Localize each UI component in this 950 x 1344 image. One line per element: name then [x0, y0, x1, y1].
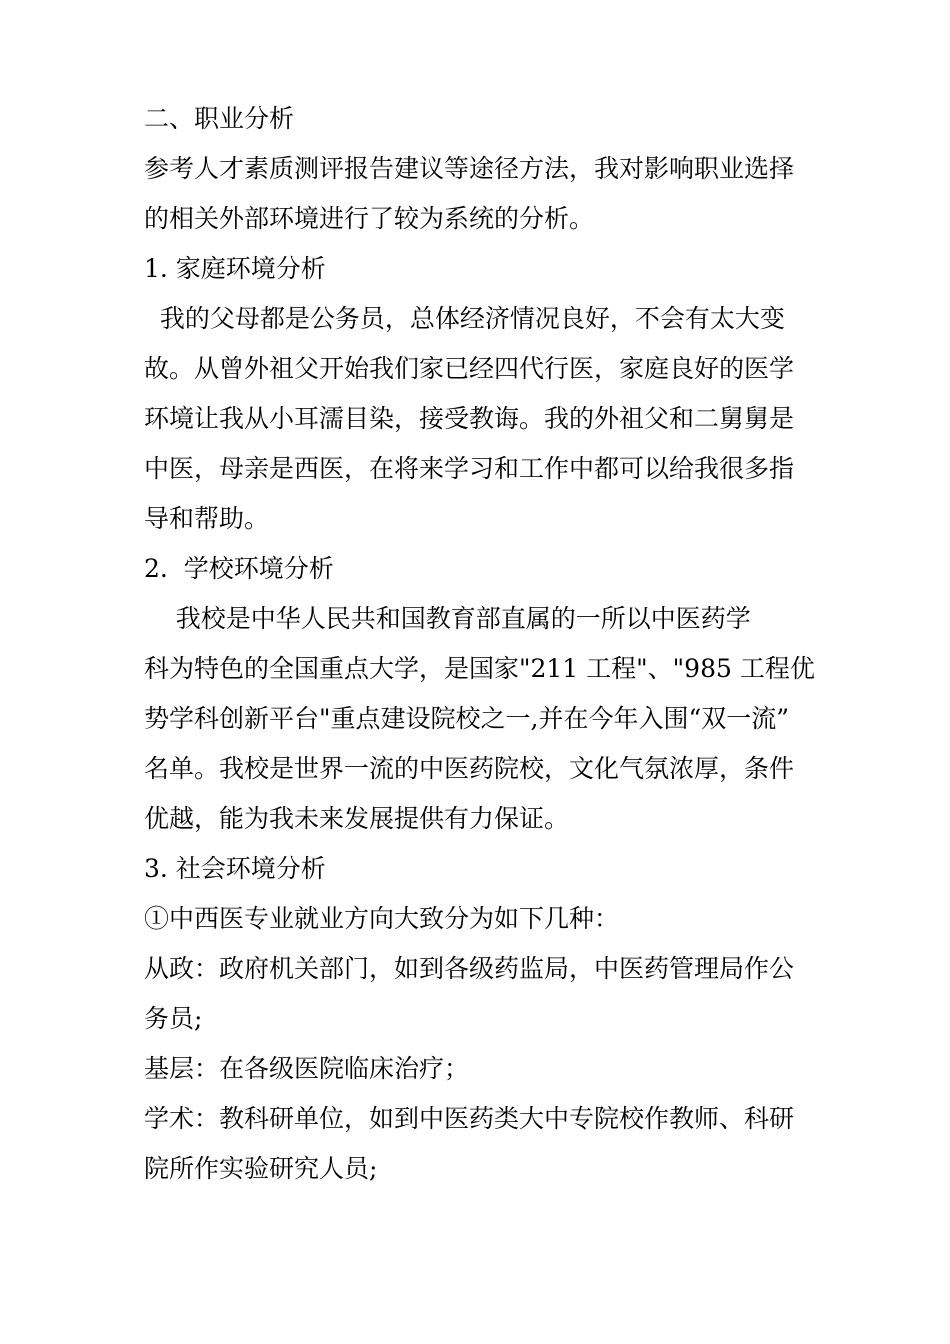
section-heading: 二、职业分析: [144, 104, 295, 133]
paragraph-line: 我的父母都是公务员，总体经济情况良好，不会有太大变: [144, 304, 785, 333]
paragraph-line: 中医，母亲是西医，在将来学习和工作中都可以给我很多指: [144, 454, 795, 483]
subsection-heading-family: 1. 家庭环境分析: [144, 254, 326, 283]
paragraph-line: 环境让我从小耳濡目染，接受教诲。我的外祖父和二舅舅是: [144, 404, 795, 433]
subsection-heading-school: 2. 学校环境分析: [144, 554, 334, 583]
subsection-heading-society: 3. 社会环境分析: [144, 854, 326, 883]
paragraph-line: 基层：在各级医院临床治疗；: [144, 1054, 470, 1083]
paragraph-line: 势学科创新平台"重点建设院校之一,并在今年入围“双一流”: [144, 704, 790, 733]
paragraph-line: 导和帮助。: [144, 504, 270, 533]
paragraph-line: 优越，能为我未来发展提供有力保证。: [144, 804, 570, 833]
paragraph-line: 从政：政府机关部门，如到各级药监局，中医药管理局作公: [144, 954, 795, 983]
paragraph-line: 学术：教科研单位，如到中医药类大中专院校作教师、科研: [144, 1104, 795, 1133]
paragraph-line: 名单。我校是世界一流的中医药院校，文化气氛浓厚，条件: [144, 754, 795, 783]
paragraph-line: ①中西医专业就业方向大致分为如下几种：: [144, 904, 620, 933]
paragraph-line: 参考人才素质测评报告建议等途径方法，我对影响职业选择: [144, 154, 795, 183]
paragraph-line: 务员;: [144, 1004, 203, 1033]
document-body: [144, 94, 815, 1194]
paragraph-line: 院所作实验研究人员;: [144, 1154, 378, 1183]
paragraph-line: 故。从曾外祖父开始我们家已经四代行医，家庭良好的医学: [144, 354, 795, 383]
paragraph-line: 的相关外部环境进行了较为系统的分析。: [144, 204, 595, 233]
paragraph-line: 我校是中华人民共和国教育部直属的一所以中医药学: [144, 604, 751, 633]
paragraph-line: 科为特色的全国重点大学，是国家"211 工程"、"985 工程优: [144, 654, 815, 683]
